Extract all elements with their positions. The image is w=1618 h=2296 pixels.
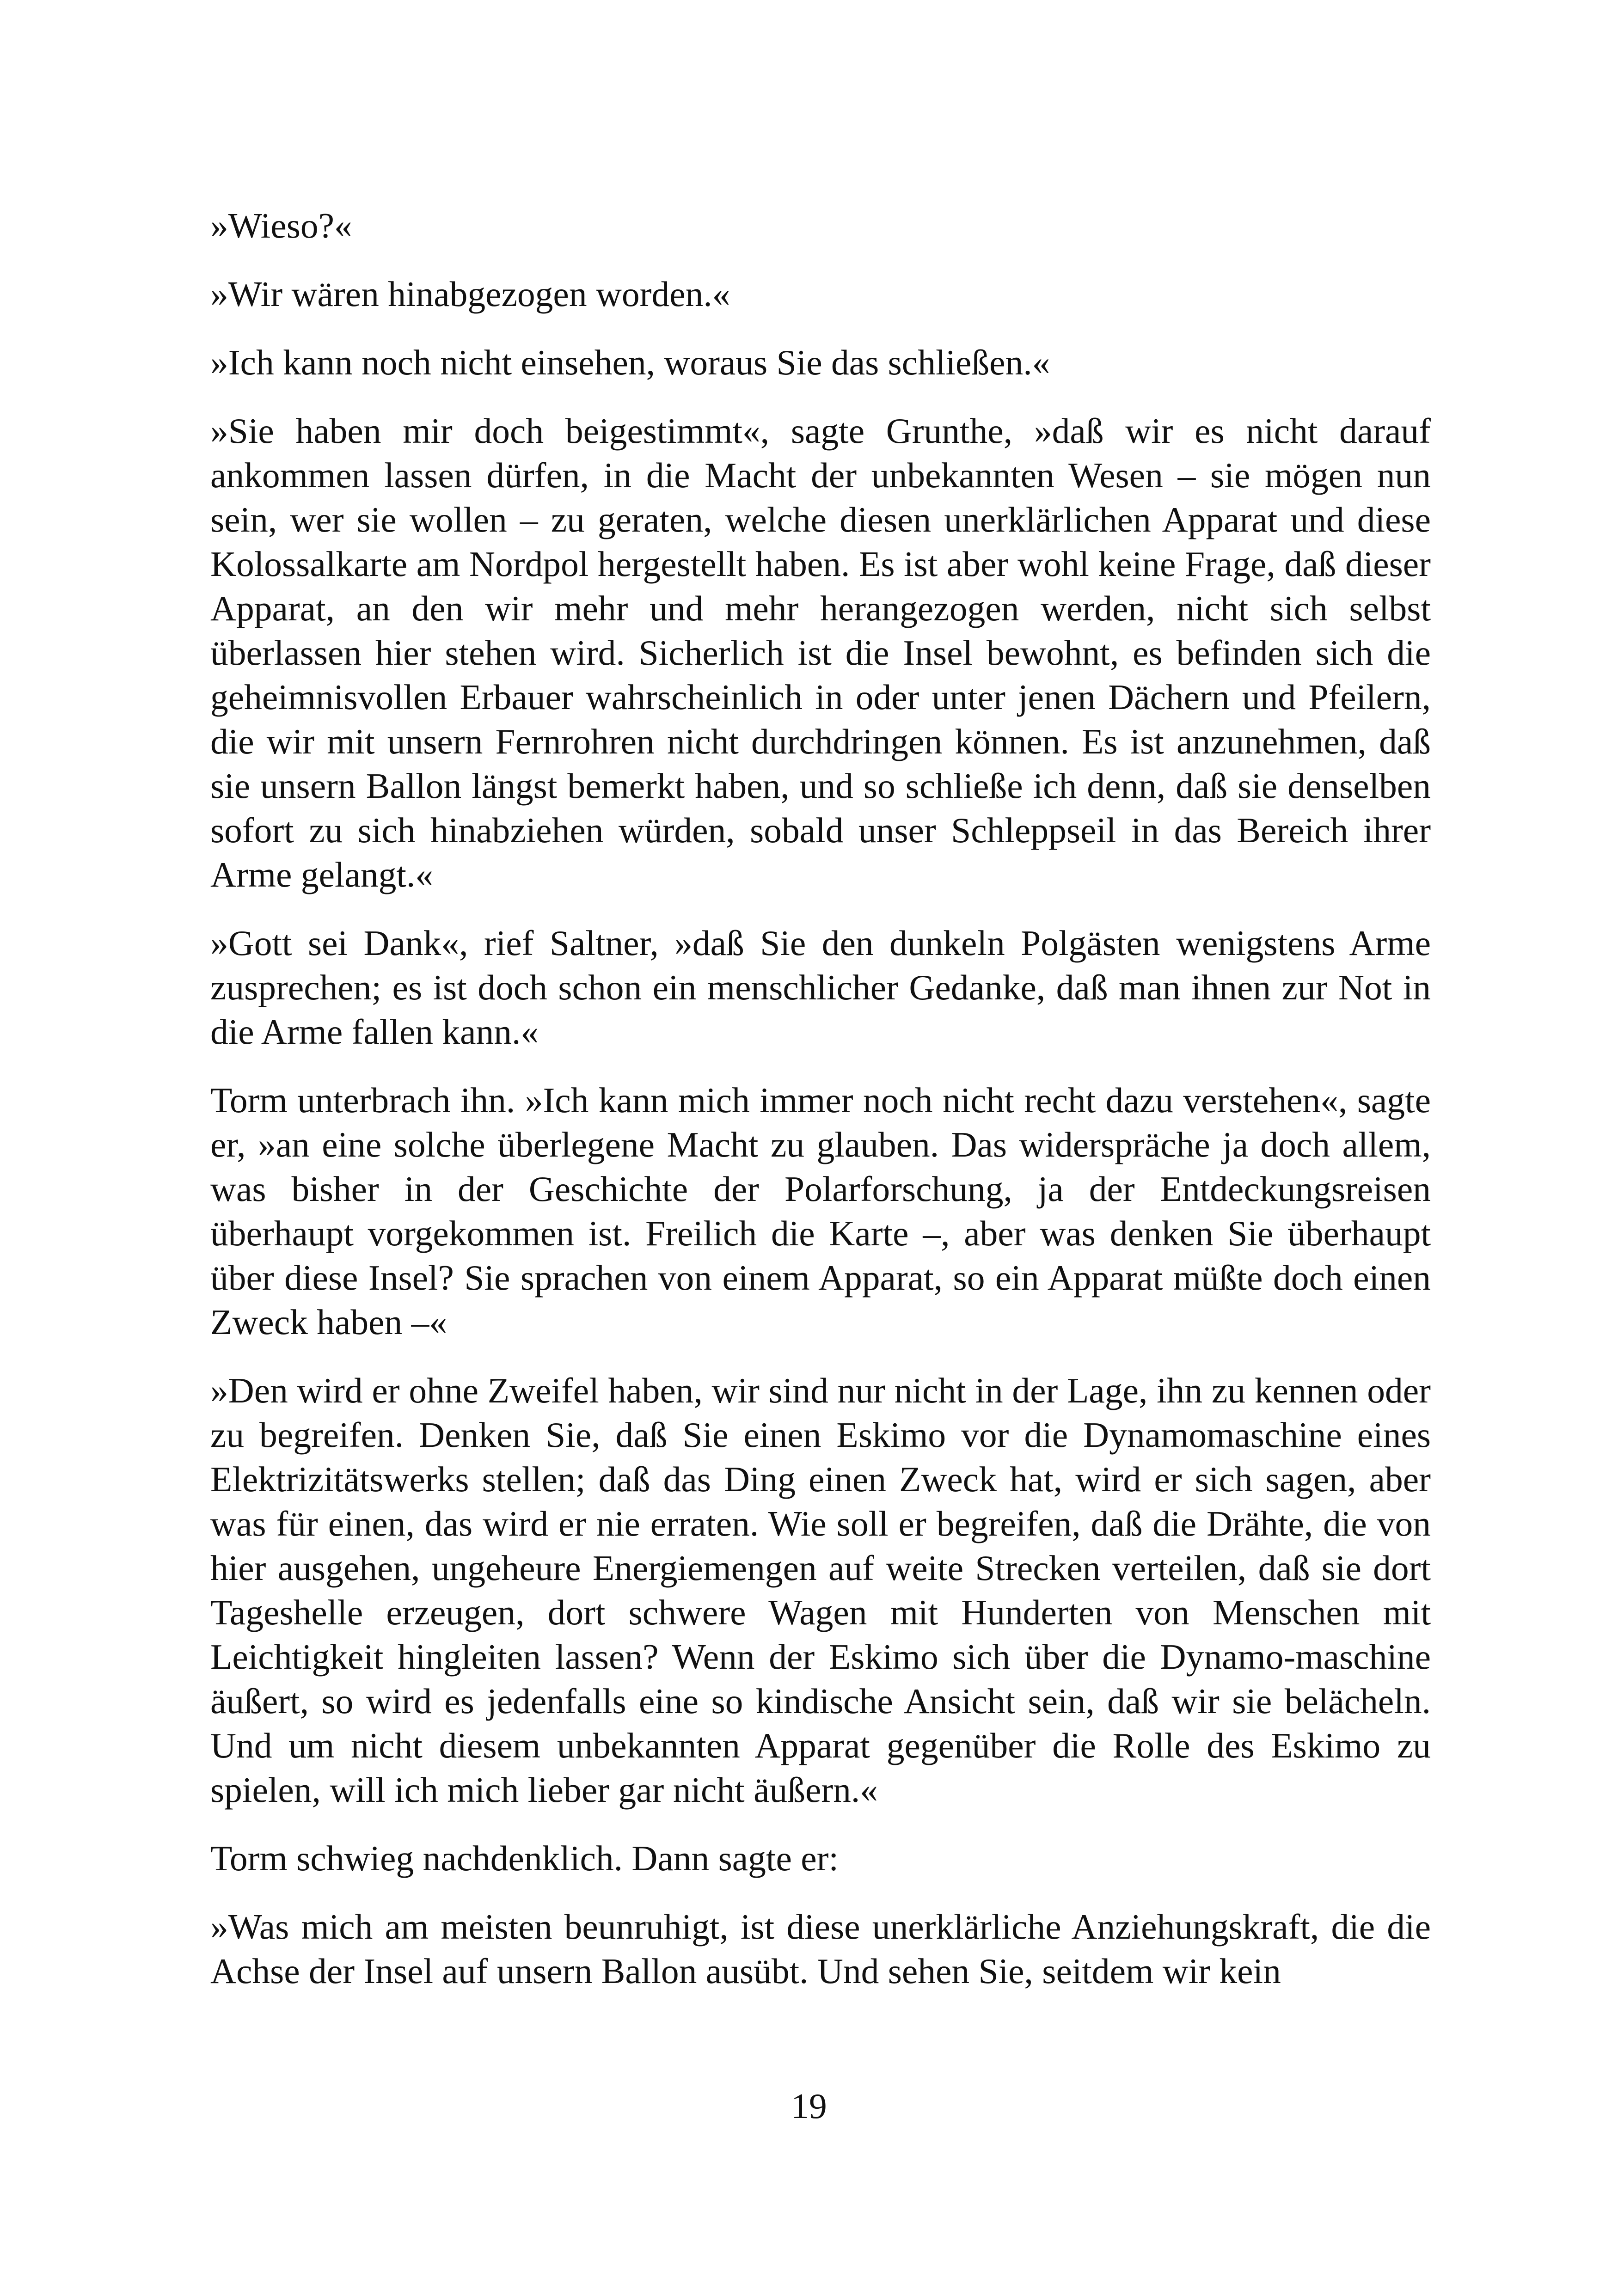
body-text: [210, 203, 1431, 2017]
paragraph-wieso: »Wieso?«: [210, 206, 352, 245]
paragraph-torm-schwieg: Torm schwieg nachdenklich. Dann sagte er:: [210, 1838, 839, 1878]
page-number: 19: [791, 2086, 827, 2126]
paragraph-hinabgezogen: »Wir wären hinabgezogen worden.«: [210, 274, 730, 314]
paragraph-grunthe: »Sie haben mir doch beigestimmt«, sagte Grunthe, »daß wir es nicht darauf ankommen lassen dürfen, in die Macht der unbekannten Wesen – sie mögen nun sein, wer sie wollen – zu geraten, welche diesen unerklärlichen Apparat und diese Kolossalkarte am Nordpol hergestellt haben. Es ist aber wohl keine Frage, daß dieser Apparat, an den wir mehr und mehr herangezogen werden, nicht sich selbst überlassen hier stehen wird. Sicherlich ist die Insel bewohnt, es befinden sich die geheimnisvollen Erbauer wahrscheinlich in oder unter jenen Dächern und Pfeilern, die wir mit unsern Fernrohren nicht durchdringen können. Es ist anzunehmen, daß sie unsern Ballon längst bemerkt haben, und so schließe ich denn, daß sie denselben sofort zu sich hinabziehen würden, sobald unser Schleppseil in das Bereich ihrer Arme gelangt.«: [210, 411, 1431, 894]
paragraph-einsehen: »Ich kann noch nicht einsehen, woraus Sie das schließen.«: [210, 343, 1050, 382]
paragraph-torm-unterbrach: Torm unterbrach ihn. »Ich kann mich immer noch nicht recht dazu verstehen«, sagte er, »an eine solche überlegene Macht zu glauben. Das widerspräche ja doch allem, was bisher in der Geschichte der Polarforschung, ja der Entdeckungsreisen überhaupt vorgekommen ist. Freilich die Karte –, aber was denken Sie überhaupt über diese Insel? Sie sprachen von einem Apparat, so ein Apparat müßte doch einen Zweck haben –«: [210, 1080, 1431, 1342]
paragraph-saltner: »Gott sei Dank«, rief Saltner, »daß Sie den dunkeln Polgästen wenigstens Arme zusprechen; es ist doch schon ein menschlicher Gedanke, daß man ihnen zur Not in die Arme fallen kann.«: [210, 923, 1431, 1052]
paragraph-anziehungskraft: »Was mich am meisten beunruhigt, ist diese unerklärliche Anziehungskraft, die die Achse der Insel auf unsern Ballon ausübt. Und sehen Sie, seitdem wir kein: [210, 1907, 1431, 1991]
paragraph-eskimo: »Den wird er ohne Zweifel haben, wir sind nur nicht in der Lage, ihn zu kennen oder zu begreifen. Denken Sie, daß Sie einen Eskimo vor die Dynamomaschine eines Elektrizitätswerks stellen; daß das Ding einen Zweck hat, wird er sich sagen, aber was für einen, das wird er nie erraten. Wie soll er begreifen, daß die Drähte, die von hier ausgehen, ungeheure Energiemengen auf weite Strecken verteilen, daß sie dort Tageshelle erzeugen, dort schwere Wagen mit Hunderten von Menschen mit Leichtigkeit hingleiten lassen? Wenn der Eskimo sich über die Dynamo-maschine äußert, so wird es jedenfalls eine so kindische Ansicht sein, daß wir sie belächeln. Und um nicht diesem unbekannten Apparat gegenüber die Rolle des Eskimo zu spielen, will ich mich lieber gar nicht äußern.«: [210, 1371, 1431, 1810]
